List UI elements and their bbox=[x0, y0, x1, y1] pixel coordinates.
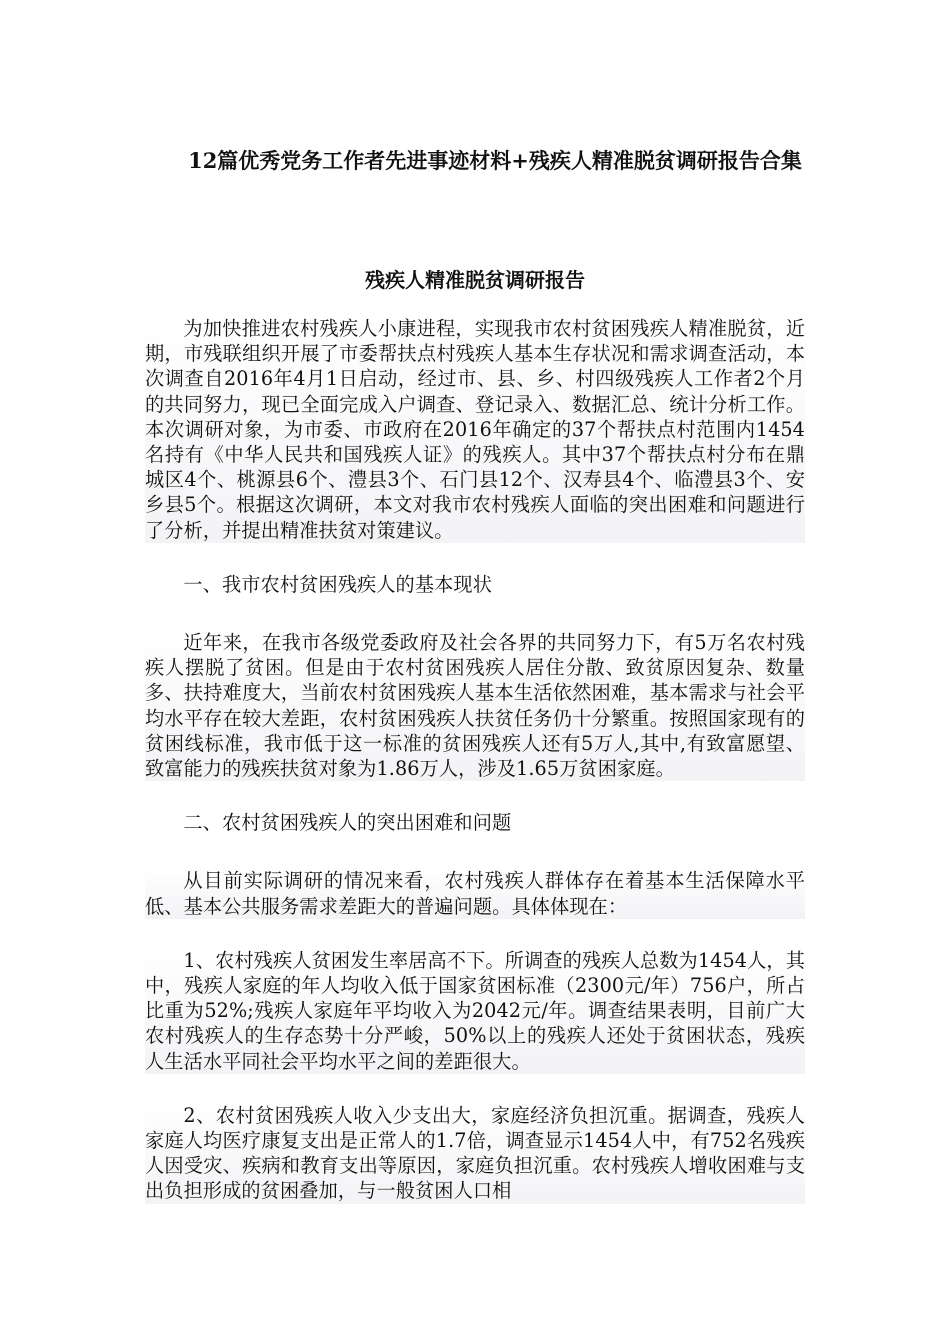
problems-intro-paragraph: 从目前实际调研的情况来看，农村残疾人群体存在着基本生活保障水平低、基本公共服务需求差距大的普遍问题。具体体现在： bbox=[145, 869, 805, 918]
problem-item-1: 1、农村残疾人贫困发生率居高不下。所调查的残疾人总数为1454人，其中，残疾人家庭的年人均收入低于国家贫困标准（2300元/年）756户，所占比重为52%;残疾人家庭年平均收入为2042元/年。调查结果表明，目前广大农村残疾人的生存态势十分严峻，50%以上的残疾人还处于贫困状态，残疾人生活水平同社会平均水平之间的差距很大。 bbox=[145, 948, 805, 1073]
intro-paragraph: 为加快推进农村残疾人小康进程，实现我市农村贫困残疾人精准脱贫，近期，市残联组织开展了市委帮扶点村残疾人基本生存状况和需求调查活动，本次调查自2016年4月1日启动，经过市、县、乡、村四级残疾人工作者2个月的共同努力，现已全面完成入户调查、登记录入、数据汇总、统计分析工作。本次调研对象，为市委、市政府在2016年确定的37个帮扶点村范围内1454名持有《中华人民共和国残疾人证》的残疾人。其中37个帮扶点村分布在鼎城区4个、桃源县6个、澧县3个、石门县12个、汉寿县4个、临澧县3个、安乡县5个。根据这次调研，本文对我市农村残疾人面临的突出困难和问题进行了分析，并提出精准扶贫对策建议。 bbox=[145, 317, 805, 542]
section-heading-current-status: 一、我市农村贫困残疾人的基本现状 bbox=[183, 572, 492, 596]
problem-item-2: 2、农村贫困残疾人收入少支出大，家庭经济负担沉重。据调查，残疾人家庭人均医疗康复支出是正常人的1.7倍，调查显示1454人中，有752名残疾人因受灾、疾病和教育支出等原因，家庭负担沉重。农村残疾人增收困难与支出负担形成的贫困叠加，与一般贫困人口相 bbox=[145, 1103, 805, 1203]
current-status-paragraph: 近年来，在我市各级党委政府及社会各界的共同努力下，有5万名农村残疾人摆脱了贫困。但是由于农村贫困残疾人居住分散、致贫原因复杂、数量多、扶持难度大，当前农村贫困残疾人基本生活依然困难，基本需求与社会平均水平存在较大差距，农村贫困残疾人扶贫任务仍十分繁重。按照国家现有的贫困线标准，我市低于这一标准的贫困残疾人还有5万人,其中,有致富愿望、致富能力的残疾扶贫对象为1.86万人，涉及1.65万贫困家庭。 bbox=[145, 631, 805, 781]
section-heading-problems: 二、农村贫困残疾人的突出困难和问题 bbox=[183, 811, 512, 835]
report-heading: 残疾人精准脱贫调研报告 bbox=[365, 268, 585, 292]
report-body bbox=[145, 316, 805, 1233]
document-title: 12篇优秀党务工作者先进事迹材料+残疾人精准脱贫调研报告合集 bbox=[188, 148, 802, 173]
